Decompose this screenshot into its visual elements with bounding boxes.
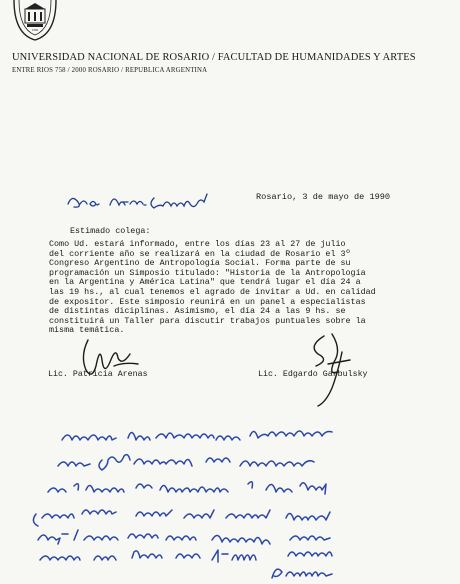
signature-name-arenas: Lic. Patricia Arenas bbox=[48, 370, 148, 379]
signature-name-garbulsky: Lic. Edgardo Garbulsky bbox=[258, 370, 368, 379]
body-line: constituirá un Taller para discutir trabajos puntuales sobre la bbox=[49, 315, 366, 326]
body-line: misma temática. bbox=[49, 325, 125, 336]
letter-greeting: Estimado colega: bbox=[70, 226, 151, 236]
letter-date: Rosario, 3 de mayo de 1990 bbox=[256, 192, 391, 202]
handwritten-salutation-text: Dra. Ana Ma. Mariadi bbox=[156, 210, 165, 211]
body-line: de expositor. Este simposio reunirá en un panel a especialistas bbox=[49, 296, 366, 307]
institution-name: UNIVERSIDAD NACIONAL DE ROSARIO / FACULTAD DE HUMANIDADES Y ARTES bbox=[12, 52, 416, 63]
body-line: en la Argentina y América Latina" que tendrá lugar el día 24 a bbox=[49, 277, 361, 288]
body-line: Congreso Argentino de Antropología Social. Forma parte de su bbox=[49, 258, 351, 269]
body-line: programación un Simposio titulado: "Historia de la Antropología bbox=[49, 267, 366, 278]
note-line bbox=[0, 0, 1, 1]
body-line: las 19 hs., al cual tenemos el agrado de invitar a Ud. en calidad bbox=[49, 286, 376, 297]
svg-text:UNR: UNR bbox=[31, 28, 39, 32]
body-line: de distintas diciplinas. Asimismo, el día 24 a las 9 hs. se bbox=[49, 306, 346, 317]
institution-address: ENTRE RIOS 758 / 2000 ROSARIO / REPUBLICA ARGENTINA bbox=[12, 67, 208, 74]
body-line: del corriente año se realizará en la ciudad de Rosario el 3º bbox=[49, 248, 351, 259]
body-line: Como Ud. estará informado, entre los días 23 al 27 de julio bbox=[49, 239, 346, 249]
